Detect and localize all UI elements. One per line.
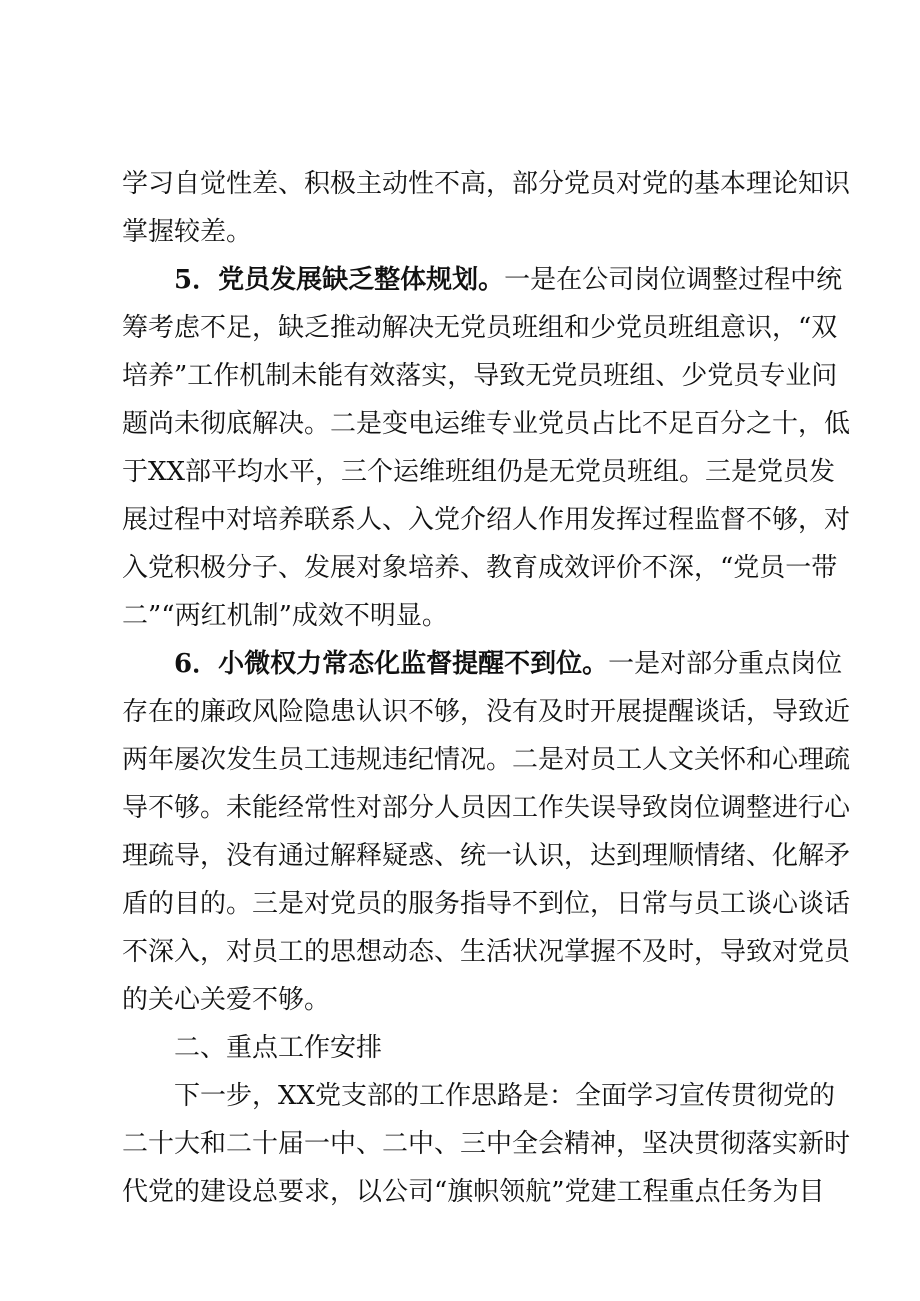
- paragraph-line: 存在的廉政风险隐患认识不够，没有及时开展提醒谈话，导致近: [122, 697, 851, 727]
- paragraph-line: 不深入，对员工的思想动态、生活状况掌握不及时，导致对党员: [122, 937, 851, 967]
- paragraph-line: 盾的目的。三是对党员的服务指导不到位，日常与员工谈心谈话: [122, 889, 851, 919]
- paragraph-line: 展过程中对培养联系人、入党介绍人作用发挥过程监督不够，对: [122, 505, 851, 535]
- paragraph-line: 下一步，XX党支部的工作思路是：全面学习宣传贯彻党的: [174, 1081, 836, 1111]
- paragraph-line: 培养”工作机制未能有效落实，导致无党员班组、少党员专业问: [122, 361, 838, 391]
- section-heading-line: 5．党员发展缺乏整体规划。一是在公司岗位调整过程中统: [174, 265, 843, 295]
- section-heading-bold: 6．小微权力常态化监督提醒不到位。: [174, 649, 609, 679]
- chapter-heading: 二、重点工作安排: [174, 1033, 383, 1063]
- paragraph-line: 筹考虑不足，缺乏推动解决无党员班组和少党员班组意识，“双: [122, 313, 838, 343]
- paragraph-line: 学习自觉性差、积极主动性不高，部分党员对党的基本理论知识: [122, 169, 851, 199]
- paragraph-line: 两年屡次发生员工违规违纪情况。二是对员工人文关怀和心理疏: [122, 745, 851, 775]
- paragraph-line: 于XX部平均水平，三个运维班组仍是无党员班组。三是党员发: [122, 457, 836, 487]
- paragraph-line: 导不够。未能经常性对部分人员因工作失误导致岗位调整进行心: [122, 793, 851, 823]
- paragraph-line: 二十大和二十届一中、二中、三中全会精神，坚决贯彻落实新时: [122, 1129, 851, 1159]
- paragraph-line: 代党的建设总要求，以公司“旗帜领航”党建工程重点任务为目: [122, 1177, 825, 1207]
- section-heading-bold: 5．党员发展缺乏整体规划。: [174, 265, 505, 295]
- section-heading-line: 6．小微权力常态化监督提醒不到位。一是对部分重点岗位: [174, 649, 843, 679]
- paragraph-line: 二”“两红机制”成效不明显。: [122, 601, 448, 631]
- paragraph-line: 掌握较差。: [122, 217, 253, 247]
- paragraph-line: 题尚未彻底解决。二是变电运维专业党员占比不足百分之十，低: [122, 409, 851, 439]
- paragraph-line: 的关心关爱不够。: [122, 985, 331, 1015]
- paragraph-line: 理疏导，没有通过解释疑惑、统一认识，达到理顺情绪、化解矛: [122, 841, 851, 871]
- paragraph-line: 入党积极分子、发展对象培养、教育成效评价不深，“党员一带: [122, 553, 838, 583]
